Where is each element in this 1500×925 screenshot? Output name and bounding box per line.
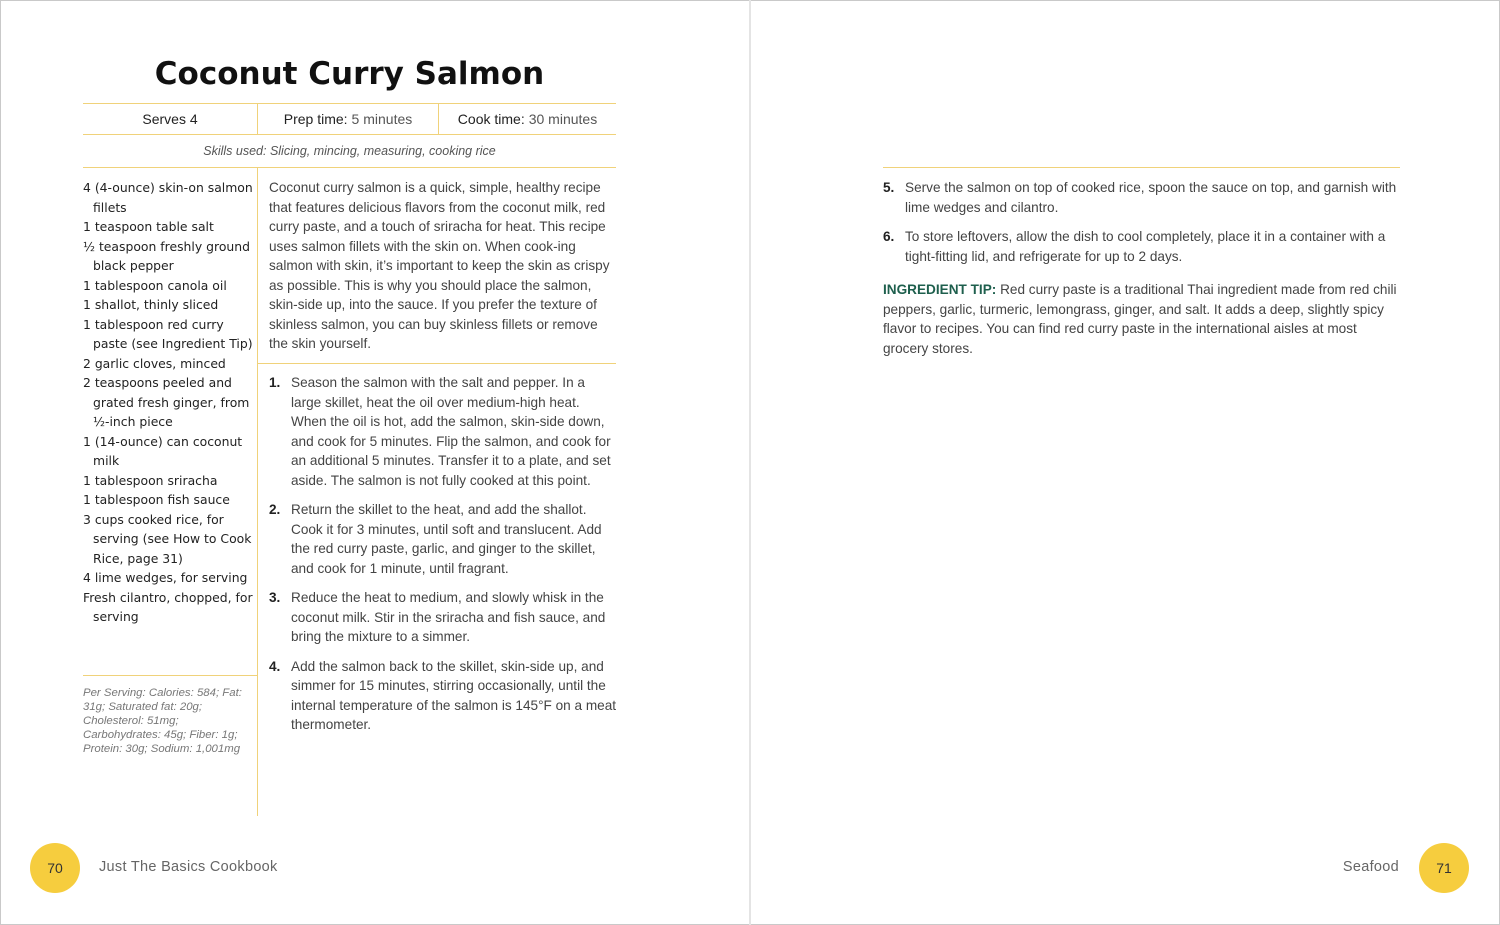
step-number: 4. (269, 658, 281, 674)
right-page-number: 71 (1419, 843, 1469, 893)
ingredient-tip (883, 280, 1403, 358)
step-number: 2. (269, 502, 281, 517)
ingredient-item: 2 garlic cloves, minced (83, 355, 226, 371)
left-page-number: 70 (30, 843, 80, 893)
section-footer: Seafood (1342, 859, 1399, 875)
instructions-list-left (269, 373, 617, 745)
step-text: Season the salmon with the salt and pepper. In a large skillet, heat the oil over medium-high heat. When the oil is hot, add the salmon, skin-side down, and cook for 5 minutes. Flip the salmon, and cook for an additional 5 minutes. Transfer it to a plate, and set aside. The salmon is not fully cooked at this point. (291, 375, 611, 488)
ingredient-item: 1 shallot, thinly sliced (83, 297, 219, 312)
ingredient-item: 1 teaspoon table salt (83, 219, 214, 234)
nutrition-rule (83, 675, 257, 676)
ingredient-item: 1 tablespoon fish sauce (83, 492, 230, 507)
column-divider (257, 168, 258, 816)
nutrition-info: Per Serving: Calories: 584; Fat: 31g; Saturated fat: 20g; Cholesterol: 51mg; Carbohydrates: 45g; Fiber: 1g; Protein: 30g; Sodium: 1,001mg (83, 687, 242, 755)
ingredient-item: 1 tablespoon sriracha (83, 472, 218, 488)
serves-text: Serves 4 (142, 111, 198, 127)
book-title-footer: Just The Basics Cookbook (99, 859, 278, 875)
serves-info (83, 104, 257, 134)
step-text: Reduce the heat to medium, and slowly whisk in the coconut milk. Stir in the sriracha and fish sauce, and bring the mixture to a simmer. (291, 590, 606, 644)
prep-time-value: 5 minutes (351, 111, 413, 127)
ingredient-item: 1 (14-ounce) can coconut milk (83, 433, 243, 468)
instruction-step (883, 178, 1403, 217)
step-text: Serve the salmon on top of cooked rice, spoon the sauce on top, and garnish with lime wedges and cilantro. (905, 180, 1397, 215)
ingredient-item: 1 tablespoon red curry paste (see Ingredient Tip) (83, 316, 253, 351)
recipe-intro: Coconut curry salmon is a quick, simple, healthy recipe that features delicious flavors from the coconut milk, red curry paste, and a touch of sriracha for heat. This recipe uses salmon fillets with the skin on. When cook-ing salmon with skin, it’s important to keep the skin as crispy as possible. This is why you should place the salmon, skin-side up, into the sauce. If you prefer the texture of skinless salmon, you can buy skinless fillets or remove the skin yourself. (269, 180, 610, 351)
ingredient-item: 4 lime wedges, for serving (83, 570, 248, 585)
meta-bottom-rule (83, 134, 616, 135)
page-gutter (749, 0, 751, 925)
ingredient-item: 1 tablespoon canola oil (83, 277, 227, 293)
step-text: Return the skillet to the heat, and add the shallot. Cook it for 3 minutes, until soft and translucent. Add the red curry paste, garlic, and ginger to the skillet, and cook for 1 minute, until fragrant. (291, 502, 602, 576)
instruction-step (269, 373, 617, 490)
step-number: 3. (269, 590, 281, 605)
instruction-step (883, 227, 1403, 266)
intro-rule (258, 363, 616, 364)
instruction-step (269, 588, 617, 647)
cook-time-info (439, 104, 616, 134)
ingredient-item: Fresh cilantro, chopped, for serving (83, 589, 253, 624)
skills-used: Skills used: Slicing, mincing, measuring, cooking rice (203, 144, 496, 158)
step-text: Add the salmon back to the skillet, skin-side up, and simmer for 15 minutes, stirring occasionally, until the internal temperature of the salmon is 145°F on a meat thermometer. (291, 658, 617, 732)
step-number: 5. (883, 180, 895, 195)
instruction-step (269, 657, 617, 735)
step-text: To store leftovers, allow the dish to cool completely, place it in a container with a tight-fitting lid, and refrigerate for up to 2 days. (905, 229, 1386, 264)
ingredient-tip-text: Red curry paste is a traditional Thai ingredient made from red chili peppers, garlic, turmeric, lemongrass, ginger, and salt. It adds a deep, slightly spicy flavor to recipes. You can find red curry paste in the international aisles at most grocery stores. (883, 282, 1397, 356)
step-number: 1. (269, 375, 281, 390)
instruction-step (269, 500, 617, 578)
ingredient-item: 4 (4-ounce) skin-on salmon fillets (83, 180, 253, 215)
instructions-list-right (883, 178, 1403, 276)
ingredient-item: 3 cups cooked rice, for serving (see How to Cook Rice, page 31) (83, 511, 252, 566)
ingredient-tip-label: INGREDIENT TIP: (883, 282, 997, 297)
ingredient-item: 2 teaspoons peeled and grated fresh ginger, from ½-inch piece (83, 375, 250, 429)
ingredients-list (83, 178, 255, 627)
cook-time-value: 30 minutes (528, 111, 598, 127)
skills-rule (83, 167, 616, 168)
cook-time-label: Cook time: (457, 111, 525, 127)
recipe-title: Coconut Curry Salmon (154, 56, 545, 92)
prep-time-label: Prep time: (283, 111, 348, 127)
right-top-rule (883, 167, 1400, 168)
step-number: 6. (883, 229, 895, 244)
prep-time-info (258, 104, 438, 134)
ingredient-item: ½ teaspoon freshly ground black pepper (83, 238, 250, 273)
